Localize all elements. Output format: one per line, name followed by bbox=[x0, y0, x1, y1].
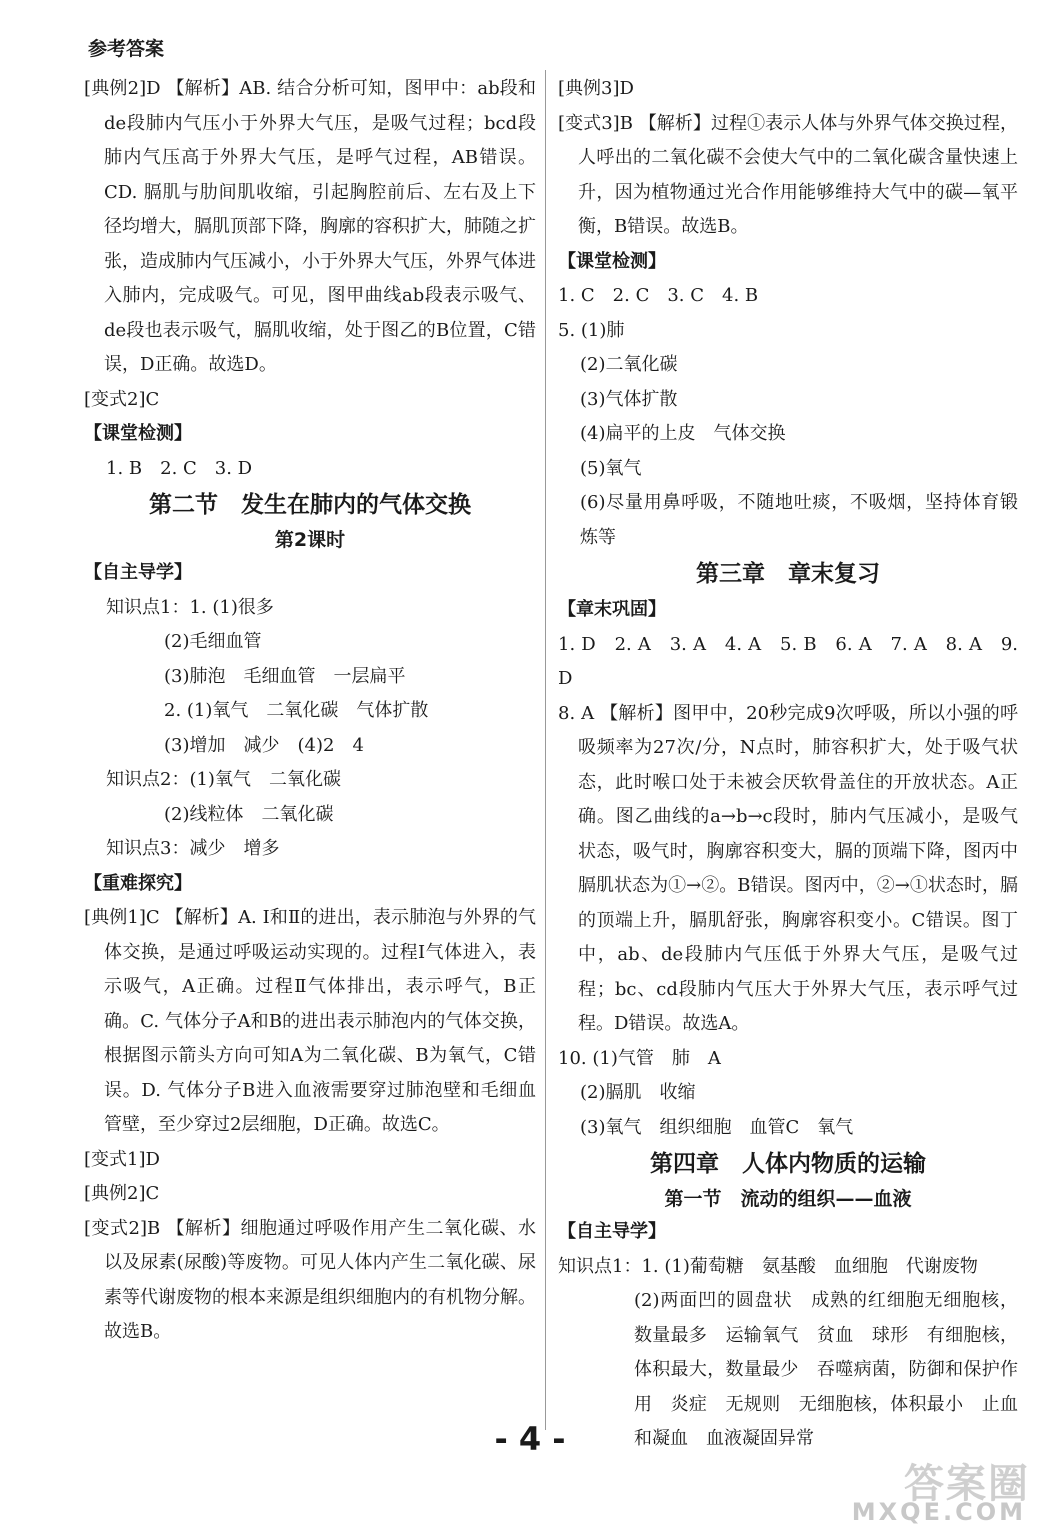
watermark-url: MXQE.COM bbox=[851, 1498, 1026, 1526]
site-watermark bbox=[851, 1452, 1034, 1528]
column-divider bbox=[545, 70, 546, 1430]
knowledge-point-2-line-1: 知识点2：(1)氧气 二氧化碳 bbox=[106, 769, 341, 790]
knowledge-point-3: 知识点3：减少 增多 bbox=[106, 838, 280, 859]
question-5-line-2: (2)二氧化碳 bbox=[580, 354, 678, 375]
page-header: 参考答案 bbox=[88, 38, 165, 60]
left-column bbox=[84, 72, 536, 1350]
section-1-title: 第一节 流动的组织——血液 bbox=[664, 1188, 912, 1210]
classroom-check-answers-2: 1. C 2. C 3. C 4. B bbox=[558, 285, 759, 306]
page-number: - 4 - bbox=[494, 1420, 566, 1458]
watermark-logo-text: 答案圈 bbox=[904, 1461, 1030, 1507]
question-5-line-6: (6)尽量用鼻呼吸，不随地吐痰，不吸烟，坚持体育锻炼等 bbox=[580, 492, 1018, 548]
section-title: 第二节 发生在肺内的气体交换 bbox=[149, 492, 471, 518]
lesson-title: 第2课时 bbox=[274, 529, 346, 551]
example-2-answer: [典例2]D 【解析】AB. 结合分析可知，图甲中：ab段和de段肺内气压小于外界大气压，是吸气过程；bcd段肺内气压高于外界大气压，是呼气过程，AB错误。CD. 膈肌与肋间肌收缩，引起胸腔前后、左右及上下径均增大，膈肌顶部下降，胸廓的容积扩大，肺随之扩张，造成肺内气压减小，小于外界大气压，外界气体进入肺内，完成吸气。可见，图甲曲线ab段表示吸气、de段也表示吸气，膈肌收缩，处于图乙的B位置，C错误，D正确。故选D。 bbox=[84, 78, 536, 375]
knowledge-point-2-line-2: (2)线粒体 二氧化碳 bbox=[164, 803, 334, 825]
variant-2-answer: [变式2]C bbox=[84, 388, 160, 410]
knowledge-point-1-line-2b: (2)两面凹的圆盘状 成熟的红细胞无细胞核，数量最多 运输氧气 贫血 球形 有细胞核，体积最大，数量最少 吞噬病菌，防御和保护作用 炎症 无规则 无细胞核，体积最小 止血和凝血 血液凝固异常 bbox=[634, 1290, 1018, 1449]
question-8-analysis: 8. A 【解析】图甲中，20秒完成9次呼吸，所以小强的呼吸频率为27次/分，N点时，肺容积扩大，处于吸气状态，此时喉口处于未被会厌软骨盖住的开放状态。A正确。图乙曲线的a→b→c段时，肺内气压减小，是吸气状态，吸气时，胸廓容积变大，膈的顶端下降，图丙中膈肌状态为①→②。B错误。图丙中，②→①状态时，膈的顶端上升，膈肌舒张，胸廓容积变小。C错误。图丁中，ab、de段肺内气压低于外界大气压，是吸气过程；bc、cd段肺内气压大于外界大气压，表示呼气过程。D错误。故选A。 bbox=[558, 702, 1018, 1034]
self-study-heading-2: 【自主导学】 bbox=[558, 1221, 666, 1242]
knowledge-point-1-line-5: (3)增加 减少 (4)2 4 bbox=[164, 734, 364, 756]
classroom-check-answers: 1. B 2. C 3. D bbox=[106, 457, 253, 479]
question-10-line-2: (2)膈肌 收缩 bbox=[580, 1082, 696, 1103]
knowledge-point-1-line-2: (2)毛细血管 bbox=[164, 631, 262, 652]
chapter-4-title: 第四章 人体内物质的运输 bbox=[650, 1151, 926, 1177]
question-5-line-1: 5. (1)肺 bbox=[558, 319, 625, 341]
knowledge-point-1-line-3: (3)肺泡 毛细血管 一层扁平 bbox=[164, 665, 406, 687]
variant-3-answer: [变式3]B 【解析】过程①表示人体与外界气体交换过程，人呼出的二氧化碳不会使大气中的二氧化碳含量快速上升，因为植物通过光合作用能够维持大气中的碳—氧平衡，B错误。故选B。 bbox=[558, 112, 1018, 237]
question-10-line-3: (3)氧气 组织细胞 血管C 氧气 bbox=[580, 1116, 854, 1138]
example-3-answer: [典例3]D bbox=[558, 78, 634, 99]
question-5-line-5: (5)氧气 bbox=[580, 457, 642, 479]
variant-2b-answer: [变式2]B 【解析】细胞通过呼吸作用产生二氧化碳、水以及尿素(尿酸)等废物。可见人体内产生二氧化碳、尿素等代谢废物的根本来源是组织细胞内的有机物分解。故选B。 bbox=[84, 1217, 536, 1342]
example-1-answer: [典例1]C 【解析】A. Ⅰ和Ⅱ的进出，表示肺泡与外界的气体交换，是通过呼吸运动实现的。过程Ⅰ气体进入，表示吸气，A正确。过程Ⅱ气体排出，表示呼气，B正确。C. 气体分子A和B的进出表示肺泡内的气体交换，根据图示箭头方向可知A为二氧化碳、B为氧气，C错误。D. 气体分子B进入血液需要穿过肺泡壁和毛细血管壁，至少穿过2层细胞，D正确。故选C。 bbox=[84, 907, 536, 1135]
chapter-review-answers: 1. D 2. A 3. A 4. A 5. B 6. A 7. A 8. A 9. D bbox=[558, 633, 1018, 689]
knowledge-point-1-line-1: 知识点1：1. (1)很多 bbox=[106, 596, 274, 618]
knowledge-point-1-line-1b: 知识点1：1. (1)葡萄糖 氨基酸 血细胞 代谢废物 bbox=[558, 1255, 978, 1277]
classroom-check-heading: 【课堂检测】 bbox=[84, 423, 192, 444]
self-study-heading: 【自主导学】 bbox=[84, 562, 192, 583]
key-difficult-heading: 【重难探究】 bbox=[84, 872, 192, 894]
variant-1-answer: [变式1]D bbox=[84, 1148, 160, 1170]
question-5-line-3: (3)气体扩散 bbox=[580, 388, 678, 410]
chapter-3-title: 第三章 章末复习 bbox=[696, 561, 880, 587]
question-10-line-1: 10. (1)气管 肺 A bbox=[558, 1047, 721, 1069]
example-2b-answer: [典例2]C bbox=[84, 1183, 160, 1204]
right-column bbox=[558, 72, 1018, 1457]
classroom-check-heading-2: 【课堂检测】 bbox=[558, 250, 666, 272]
question-5-line-4: (4)扁平的上皮 气体交换 bbox=[580, 423, 786, 444]
chapter-review-heading: 【章末巩固】 bbox=[558, 599, 666, 620]
knowledge-point-1-line-4: 2. (1)氧气 二氧化碳 气体扩散 bbox=[164, 700, 429, 721]
